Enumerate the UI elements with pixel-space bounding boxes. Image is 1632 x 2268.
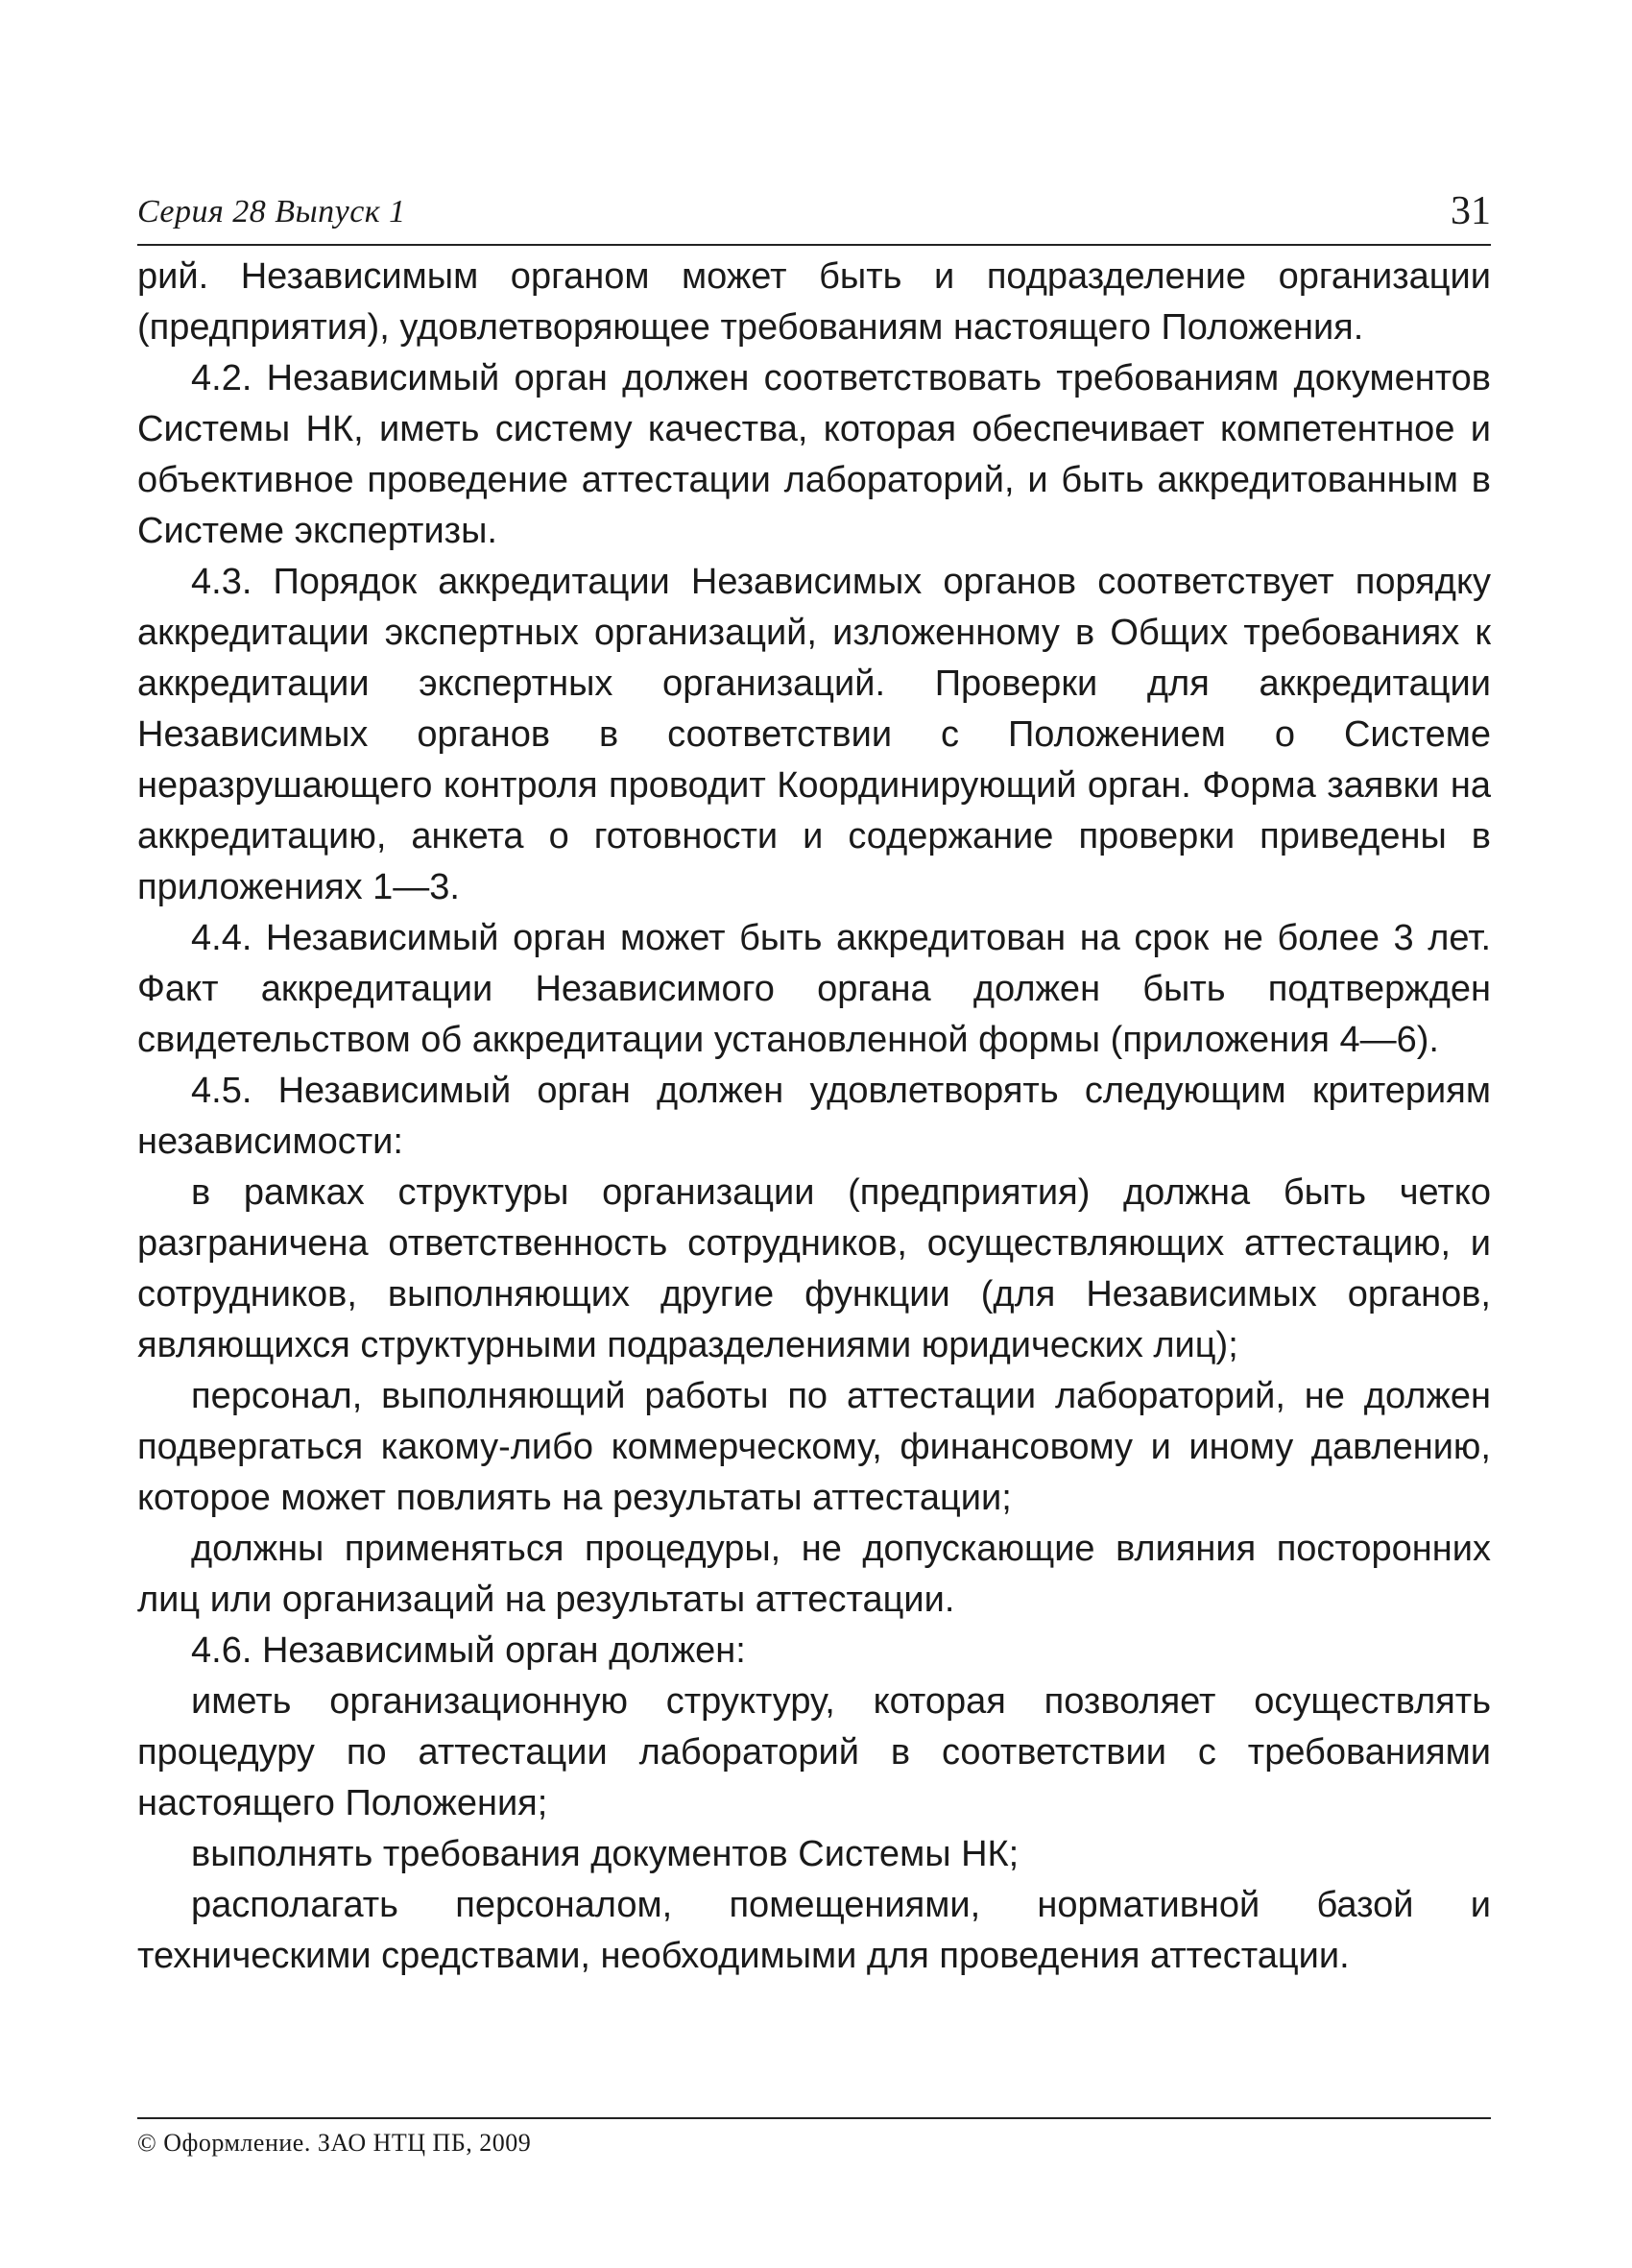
list-item-criteria-2: персонал, выполняющий работы по аттестации лабораторий, не должен подвергаться какому-либо коммерческому, финансовому и иному давлению, которое может повлиять на результаты аттестации;	[137, 1376, 1491, 1518]
list-item-duty-3: располагать персоналом, помещениями, нормативной базой и техническими средствами, необходимыми для проведения аттестации.	[137, 1885, 1491, 1976]
body-text	[137, 252, 1491, 1982]
page-footer	[137, 2117, 1491, 2158]
paragraph-4-6: 4.6. Независимый орган должен:	[191, 1630, 746, 1671]
paragraph-4-2: 4.2. Независимый орган должен соответствовать требованиям документов Системы НК, иметь систему качества, которая обеспечивает компетентное и объективное проведение аттестации лабораторий, и быть аккредитованным в Системе экспертизы.	[137, 358, 1491, 551]
paragraph-4-3: 4.3. Порядок аккредитации Независимых органов соответствует порядку аккредитации экспертных организаций, изложенному в Общих требованиях к аккредитации экспертных организаций. Проверки для аккредитации Независимых органов в соответствии с Положением о Системе неразрушающего контроля проводит Координирующий орган. Форма заявки на аккредитацию, анкета о готовности и содержание проверки приведены в приложениях 1—3.	[137, 562, 1491, 907]
list-item-duty-1: иметь организационную структуру, которая позволяет осуществлять процедуру по аттестации лабораторий в соответствии с требованиями настоящего Положения;	[137, 1681, 1491, 1823]
page-number: 31	[1451, 189, 1491, 233]
list-item-criteria-1: в рамках структуры организации (предприятия) должна быть четко разграничена ответственность сотрудников, осуществляющих аттестацию, и сотрудников, выполняющих другие функции (для Независимых органов, являющихся структурными подразделениями юридических лиц);	[137, 1172, 1491, 1365]
paragraph-continuation: рий. Независимым органом может быть и подразделение организации (предприятия), удовлетворяющее требованиям настоящего Положения.	[137, 256, 1491, 348]
running-head	[137, 184, 1491, 246]
list-item-duty-2: выполнять требования документов Системы НК;	[191, 1834, 1020, 1874]
series-title: Серия 28 Выпуск 1	[137, 194, 406, 229]
copyright-notice: © Оформление. ЗАО НТЦ ПБ, 2009	[137, 2129, 532, 2157]
paragraph-4-5: 4.5. Независимый орган должен удовлетворять следующим критериям независимости:	[137, 1071, 1491, 1162]
list-item-criteria-3: должны применяться процедуры, не допускающие влияния посторонних лиц или организаций на результаты аттестации.	[137, 1529, 1491, 1620]
paragraph-4-4: 4.4. Независимый орган может быть аккредитован на срок не более 3 лет. Факт аккредитации Независимого органа должен быть подтвержден свидетельством об аккредитации установленной формы (приложения 4—6).	[137, 918, 1491, 1060]
